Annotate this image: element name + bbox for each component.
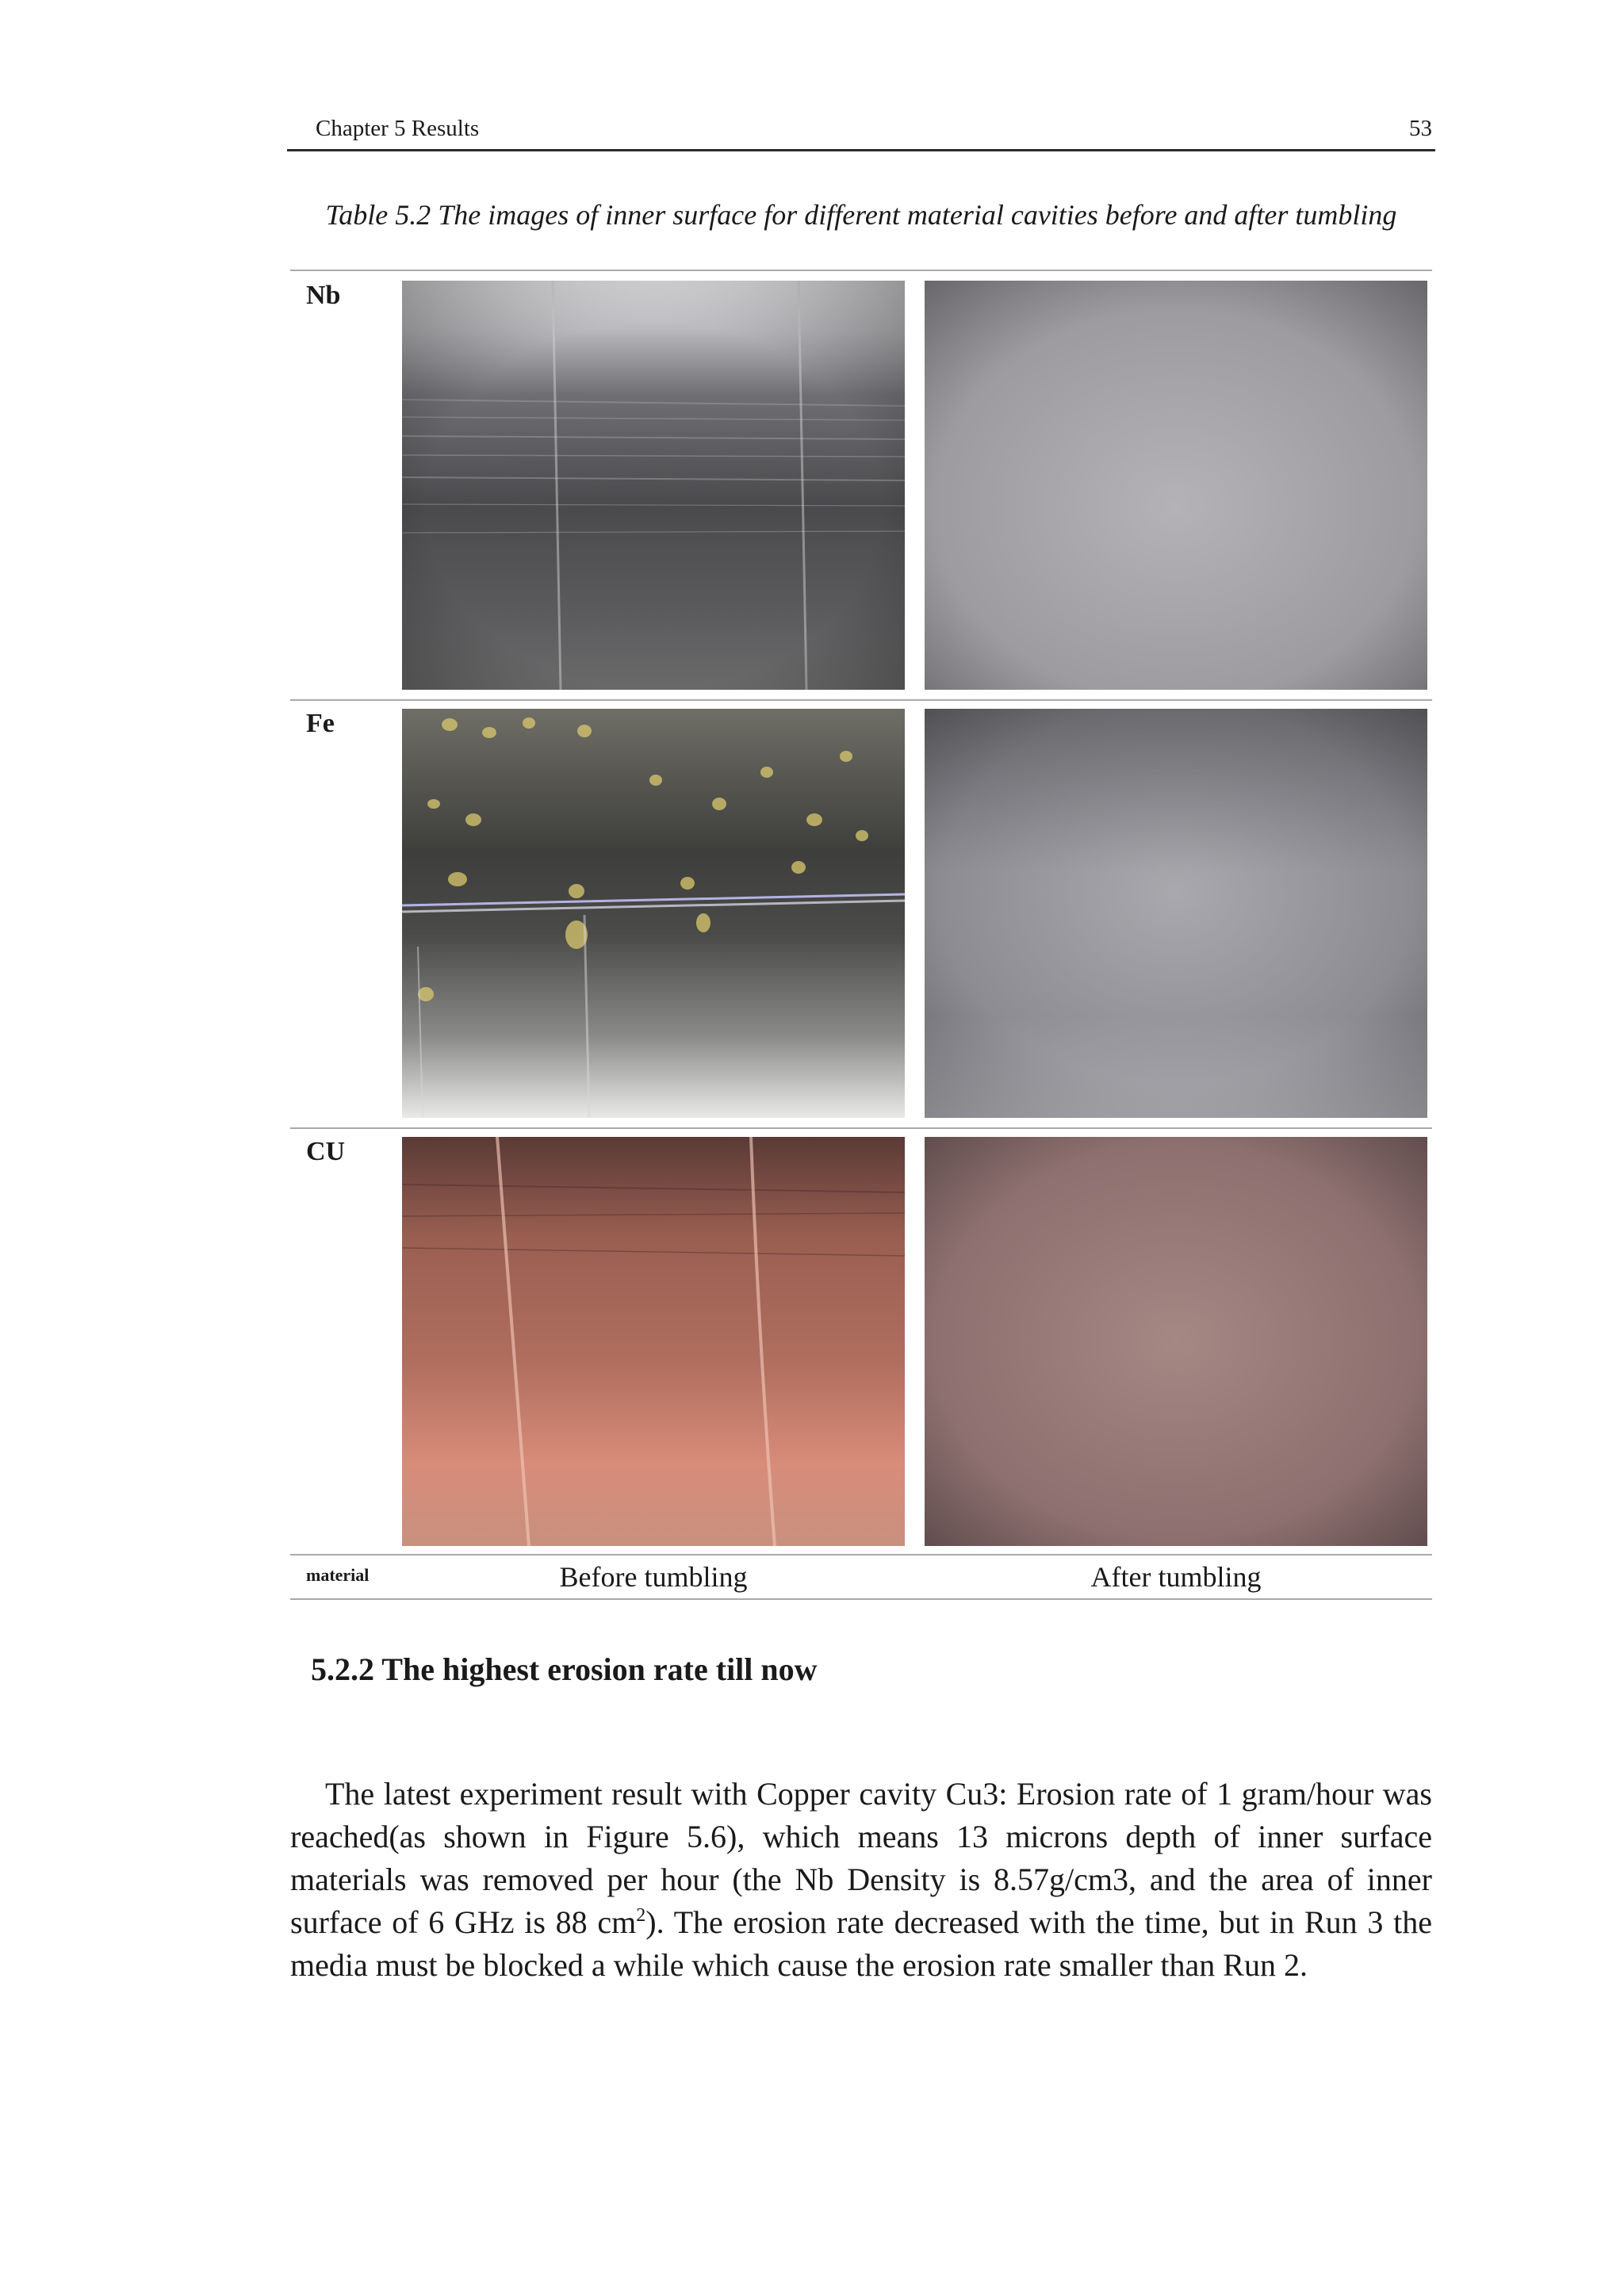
superscript-2: 2 [636, 1905, 646, 1926]
table-caption: Table 5.2 The images of inner surface for different material cavities before and after tumbling [325, 199, 1397, 231]
after-tumbling-label: After tumbling [1090, 1561, 1262, 1593]
page-number: 53 [1409, 116, 1432, 141]
row-label-nb: Nb [306, 281, 341, 310]
table-rule [290, 1598, 1432, 1600]
cu-after-photo [925, 1137, 1427, 1546]
running-header [287, 111, 1435, 151]
chapter-title: Chapter 5 Results [316, 116, 480, 141]
body-paragraph [290, 1773, 1432, 1987]
fe-before-photo [402, 709, 905, 1118]
table-row-nb [290, 270, 1432, 685]
table-footer-row [290, 1554, 1432, 1598]
material-label: material [306, 1565, 370, 1585]
row-label-cu: CU [306, 1137, 346, 1166]
paragraph-text-part1: The latest experiment result with Copper cavity Cu3: Erosion rate of 1 gram/hour was reached(as shown in Figure 5.6), which means 13 microns depth of inner surface materials was removed per hour (the Nb Density is 8.57g/cm3, and the area of inner surface of 6 GHz is 88 cm [290, 1776, 1432, 1940]
nb-after-photo [925, 281, 1427, 690]
comparison-table [290, 270, 1432, 1598]
cu-before-photo [402, 1137, 905, 1546]
paragraph-text-part2: ). The erosion rate decreased with the time, but in Run 3 the media must be blocked a while which cause the erosion rate smaller than Run 2. [290, 1904, 1432, 1983]
before-tumbling-label: Before tumbling [559, 1561, 748, 1593]
row-label-fe: Fe [306, 709, 335, 738]
table-row-cu [290, 1126, 1432, 1541]
nb-before-photo [402, 281, 905, 690]
table-row-fe [290, 698, 1432, 1113]
fe-after-photo [925, 709, 1427, 1118]
section-heading: 5.2.2 The highest erosion rate till now [311, 1651, 818, 1687]
